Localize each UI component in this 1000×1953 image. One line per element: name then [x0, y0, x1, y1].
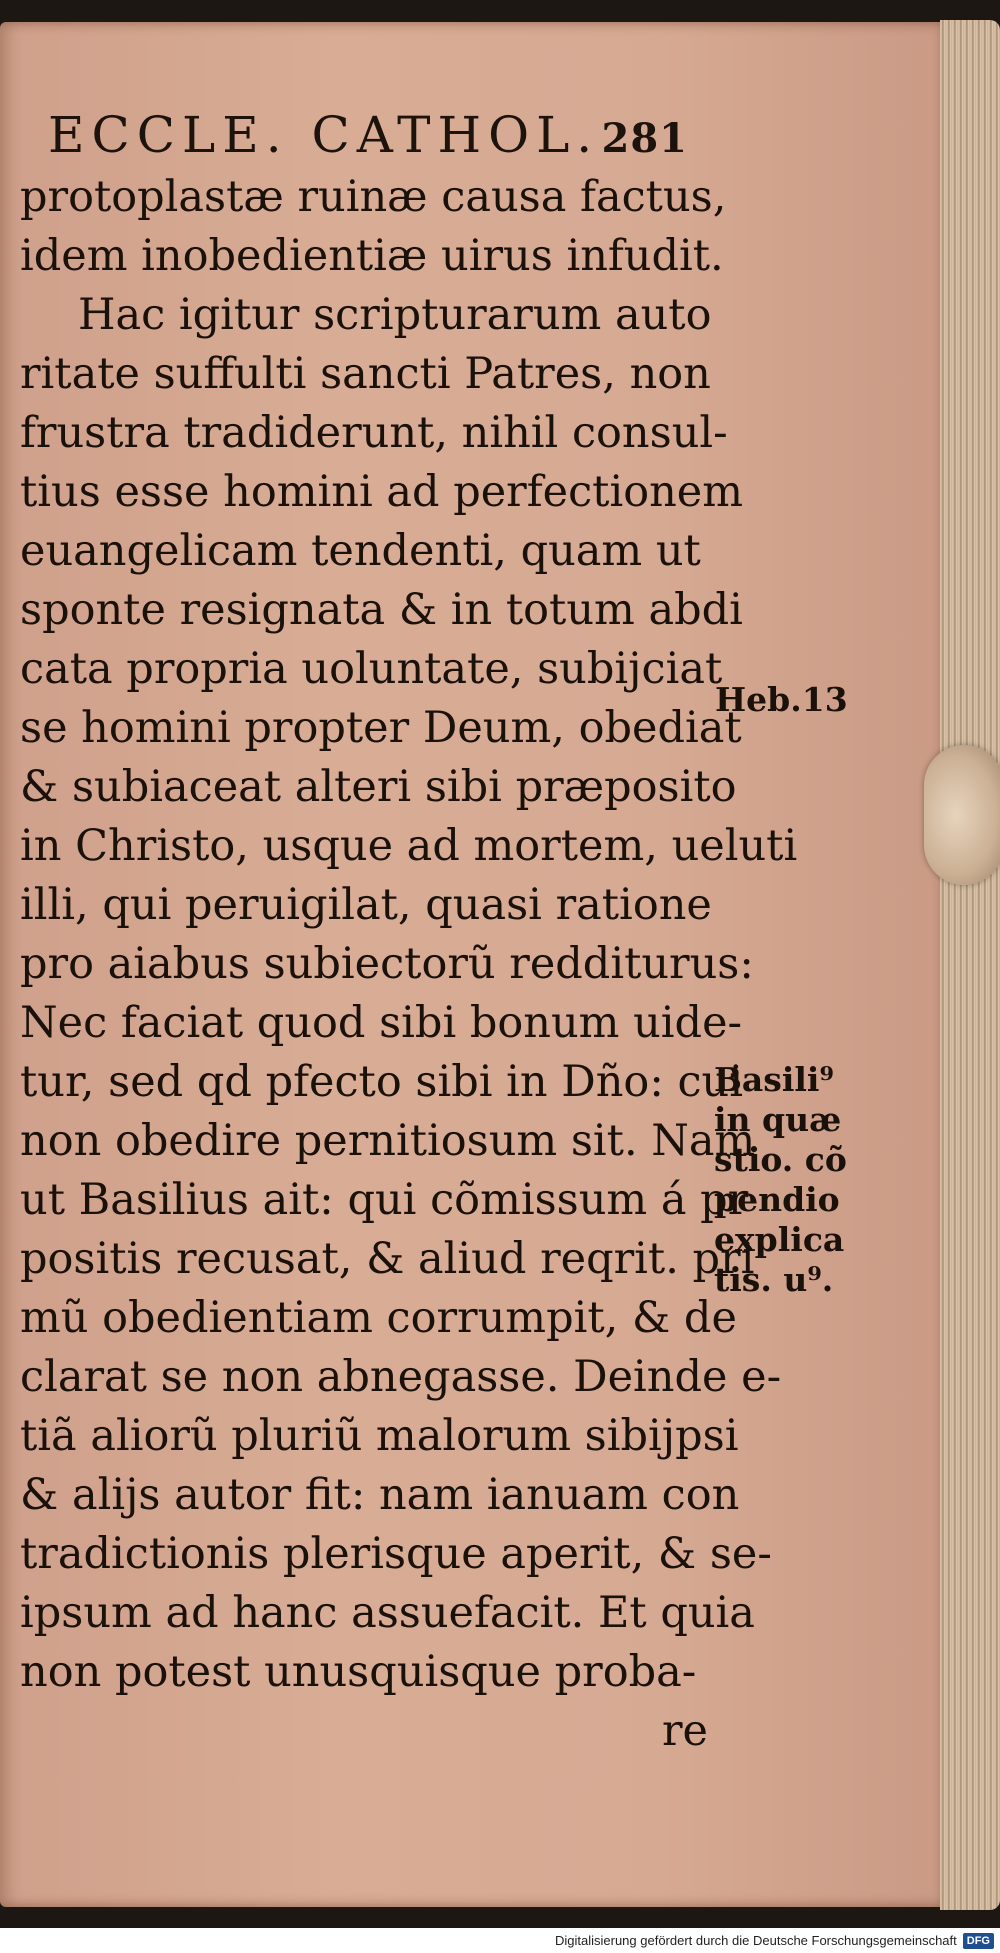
dfg-logo: DFG	[963, 1933, 994, 1949]
text-line: cata propria uoluntate, subijciat	[20, 644, 723, 694]
margin-note-hebrews: Heb.13	[715, 680, 848, 719]
text-line: Nec faciat quod sibi bonum uide-	[20, 998, 743, 1048]
page-number: 281	[601, 115, 688, 162]
text-line: ut Basilius ait: qui cõmissum á pr	[20, 1175, 749, 1225]
text-line: non obedire pernitiosum sit. Nam	[20, 1116, 756, 1166]
margin-note-line: stio. cõ	[714, 1140, 847, 1179]
text-line: & subiaceat alteri sibi præposito	[20, 762, 737, 812]
text-line: ritate suffulti sancti Patres, non	[20, 349, 711, 399]
text-line: tiã aliorũ pluriũ malorum sibijpsi	[20, 1411, 739, 1461]
text-line: tradictionis plerisque aperit, & se-	[20, 1529, 772, 1579]
running-header	[48, 106, 688, 166]
text-line: idem inobedientiæ uirus infudit.	[20, 231, 724, 281]
text-line: illi, qui peruigilat, quasi ratione	[20, 880, 712, 930]
text-line: pro aiabus subiectorũ redditurus:	[20, 939, 754, 989]
text-line: tius esse homini ad perfectionem	[20, 467, 744, 517]
text-line: frustra tradiderunt, nihil consul-	[20, 408, 728, 458]
running-title: ECCLE. CATHOL.	[48, 106, 600, 164]
text-line: Hac igitur scripturarum auto	[78, 290, 712, 340]
text-line: protoplastæ ruinæ causa factus,	[20, 172, 727, 222]
margin-note-line: Basili⁹	[714, 1060, 834, 1099]
margin-note-line: explica	[714, 1220, 845, 1259]
text-line: sponte resignata & in totum abdi	[20, 585, 743, 635]
text-line: se homini propter Deum, obediat	[20, 703, 742, 753]
margin-note-line: pendio	[714, 1180, 840, 1219]
text-line: mũ obedientiam corrumpit, & de	[20, 1293, 737, 1343]
footer-credit: Digitalisierung gefördert durch die Deutsche Forschungsgemeinschaft	[554, 1933, 957, 1948]
margin-note-basil	[714, 1060, 847, 1300]
text-line: euangelicam tendenti, quam ut	[20, 526, 701, 576]
text-line: ipsum ad hanc assuefacit. Et quia	[20, 1588, 755, 1638]
catchword: re	[661, 1706, 708, 1756]
page-edges	[940, 20, 1000, 1910]
text-line: tur, sed qd pfecto sibi in Dño: cui	[20, 1057, 744, 1107]
text-line: positis recusat, & aliud reqrit. pri	[20, 1234, 755, 1284]
text-line: clarat se non abnegasse. Deinde e-	[20, 1352, 782, 1402]
margin-note-line: in quæ	[714, 1100, 842, 1139]
book-clasp	[924, 745, 1000, 885]
margin-note-line: tis. u⁹.	[714, 1260, 834, 1299]
text-line: non potest unusquisque proba-	[20, 1647, 697, 1697]
text-line: in Christo, usque ad mortem, ueluti	[20, 821, 798, 871]
footer-bar	[0, 1928, 1000, 1953]
text-line: & alijs autor fit: nam ianuam con	[20, 1470, 740, 1520]
